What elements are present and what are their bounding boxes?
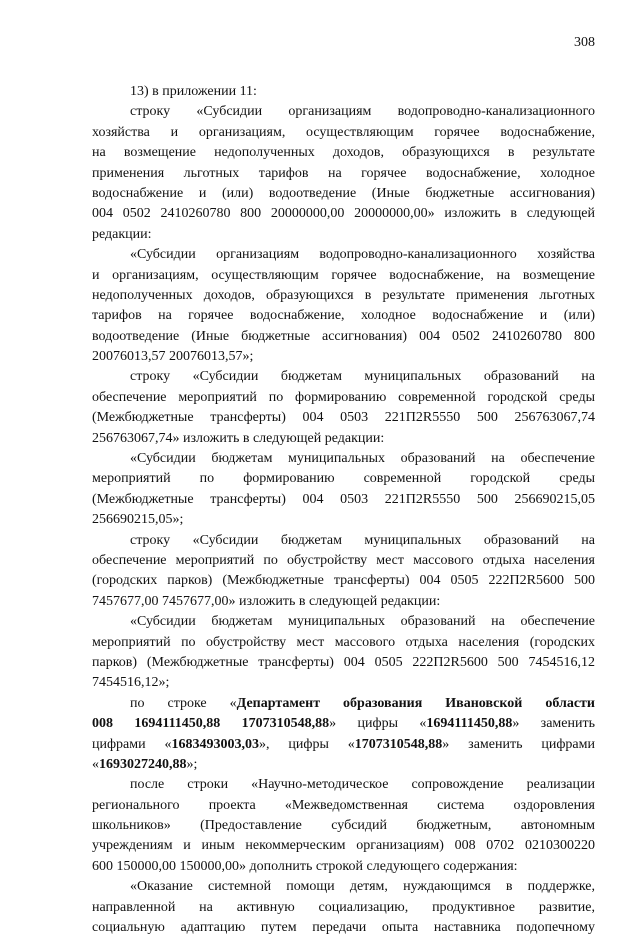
text-line: обеспечение мероприятий по формированию современной городской среды: [92, 389, 595, 405]
text-span: »;: [186, 756, 198, 772]
bold-text: 1707310548,88: [354, 736, 443, 752]
text-line-rich: [92, 714, 595, 734]
text-line: хозяйства и организациям, осуществляющим горячее водоснабжение,: [92, 124, 595, 140]
bold-text: 1683493003,03: [171, 736, 260, 752]
text-line: (Межбюджетные трансферты) 004 0503 221П2R5550 500 256763067,74: [92, 410, 595, 426]
text-line: (городских парков) (Межбюджетные трансферты) 004 0505 222П2R5600 500: [92, 573, 595, 589]
text-line: обеспечение мероприятий по обустройству мест массового отдыха населения: [92, 552, 595, 568]
paragraph-block-2: [92, 775, 595, 938]
bold-text: 1694111450,88: [426, 716, 513, 732]
text-line: мероприятий по обустройству мест массового отдыха населения (городских: [92, 634, 595, 650]
text-span: «: [92, 756, 99, 772]
paragraph-block-1: [92, 82, 595, 694]
text-line: строку «Субсидии бюджетам муниципальных образований на: [130, 369, 595, 385]
bold-text: Департамент образования Ивановской области: [236, 695, 595, 711]
page-number: 308: [574, 35, 595, 50]
text-line: школьников» (Предоставление субсидий бюджетным, автономным: [92, 818, 595, 834]
text-line: после строки «Научно-методическое сопровождение реализации: [130, 777, 595, 793]
text-line: «Субсидии бюджетам муниципальных образований на обеспечение: [130, 614, 595, 630]
text-line: 004 0502 2410260780 800 20000000,00 20000000,00» изложить в следующей: [92, 206, 595, 222]
text-line: учреждениям и иным некоммерческим организациям) 008 0702 0210300220: [92, 838, 595, 854]
text-line: водоснабжение и (или) водоотведение (Иные бюджетные ассигнования): [92, 185, 595, 201]
document-body: [92, 82, 595, 938]
text-line: 20076013,57 20076013,57»;: [92, 349, 254, 365]
text-line: 600 150000,00 150000,00» дополнить строкой следующего содержания:: [92, 858, 518, 874]
text-line-rich: [92, 755, 595, 775]
text-line: 7454516,12»;: [92, 675, 170, 691]
text-line: регионального проекта «Межведомственная система оздоровления: [92, 797, 595, 813]
text-line: недополученных доходов, образующихся в результате применения льготных: [92, 287, 595, 303]
text-line: мероприятий по формированию современной городской среды: [92, 471, 595, 487]
text-line: парков) (Межбюджетные трансферты) 004 0505 222П2R5600 500 7454516,12: [92, 654, 595, 670]
bold-text: 008 1694111450,88 1707310548,88: [92, 716, 330, 732]
text-line: 256690215,05»;: [92, 512, 184, 528]
paragraph-block-bold: [92, 694, 595, 776]
text-line: направленной на активную социализацию, продуктивное развитие,: [92, 899, 595, 915]
text-line: и организациям, осуществляющим горячее водоснабжение, на возмещение: [92, 267, 595, 283]
text-line: «Оказание системной помощи детям, нуждающимся в поддержке,: [130, 879, 595, 895]
text-line: 7457677,00 7457677,00» изложить в следующей редакции:: [92, 593, 441, 609]
text-line-rich: [92, 694, 595, 714]
text-line: тарифов на горячее водоснабжение, холодное водоснабжение и (или): [92, 308, 595, 324]
text-span: » заменить: [512, 716, 595, 732]
text-line: на возмещение недополученных доходов, образующихся в результате: [92, 145, 595, 161]
text-span: цифрами «: [92, 736, 172, 752]
text-line: (Межбюджетные трансферты) 004 0503 221П2R5550 500 256690215,05: [92, 491, 595, 507]
text-span: », цифры «: [259, 736, 355, 752]
text-span: по строке «: [130, 695, 237, 711]
text-line: применения льготных тарифов на горячее водоснабжение, холодное: [92, 165, 595, 181]
text-line: социальную адаптацию путем передачи опыта наставника подопечному: [92, 920, 595, 936]
text-line: «Субсидии организациям водопроводно-канализационного хозяйства: [130, 247, 595, 263]
text-span: » заменить цифрами: [442, 736, 595, 752]
bold-text: 1693027240,88: [99, 756, 187, 772]
text-span: » цифры «: [329, 716, 427, 732]
text-line: «Субсидии бюджетам муниципальных образований на обеспечение: [130, 451, 595, 467]
text-line: строку «Субсидии организациям водопроводно-канализационного: [130, 104, 595, 120]
text-line: 13) в приложении 11:: [130, 84, 257, 99]
text-line: водоотведение (Иные бюджетные ассигнования) 004 0502 2410260780 800: [92, 328, 595, 344]
text-line: 256763067,74» изложить в следующей редакции:: [92, 430, 385, 446]
text-line-rich: [92, 735, 595, 755]
text-line: редакции:: [92, 226, 152, 242]
text-line: строку «Субсидии бюджетам муниципальных образований на: [130, 532, 595, 548]
